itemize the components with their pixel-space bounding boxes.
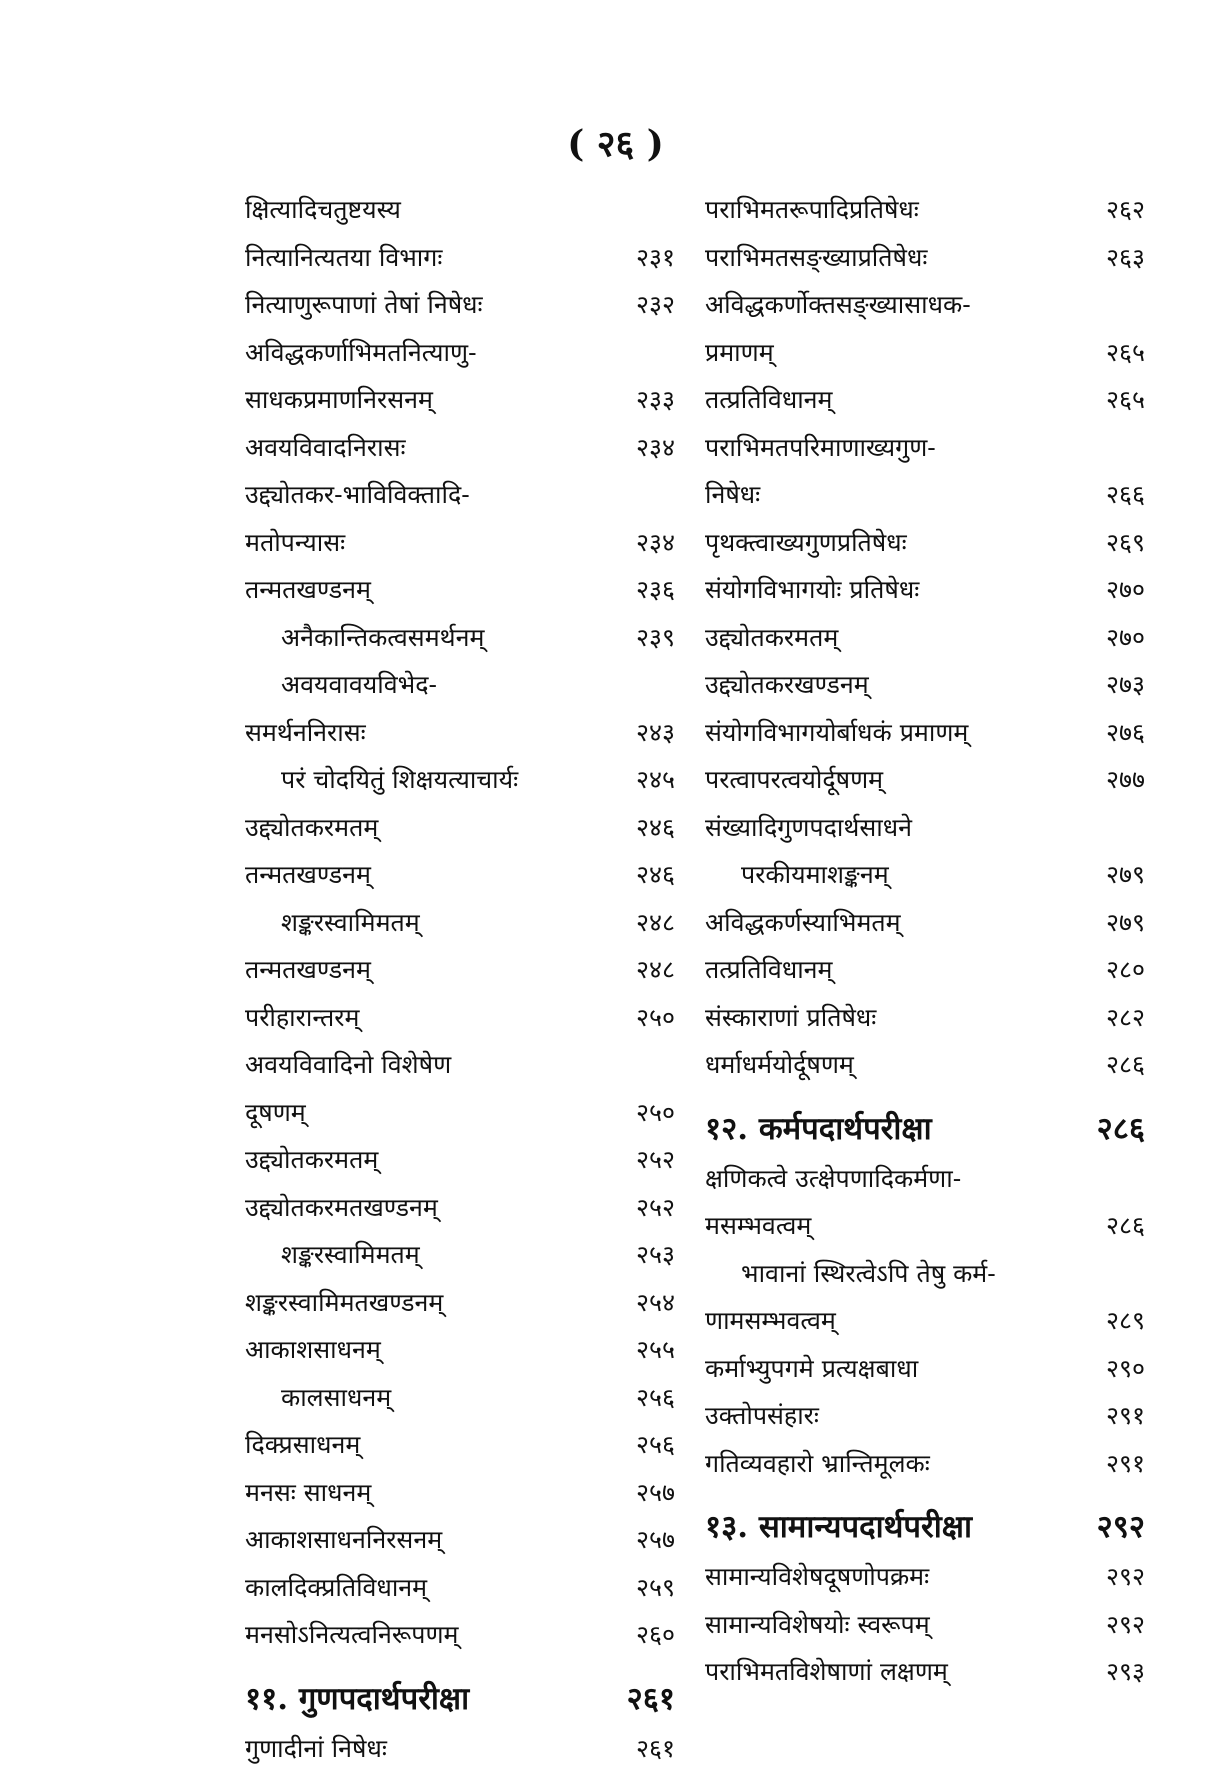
toc-entry-page: २८६ xyxy=(1085,1047,1145,1081)
toc-entry-title: उद्द्योतकर-भाविविक्तादि- xyxy=(245,477,470,511)
toc-entry-title: पराभिमतविशेषाणां लक्षणम् xyxy=(705,1654,948,1688)
toc-entry-title: कालदिक्प्रतिविधानम् xyxy=(245,1570,427,1604)
toc-entry-title: गुणादीनां निषेधः xyxy=(245,1731,387,1765)
toc-entry xyxy=(705,572,1145,620)
toc-entry-page: २४६ xyxy=(615,810,675,844)
toc-entry xyxy=(245,1475,675,1523)
toc-entry-page: २५३ xyxy=(615,1237,675,1271)
toc-entry-title: अनैकान्तिकत्वसमर्थनम् xyxy=(245,620,484,654)
toc-entry xyxy=(245,572,675,620)
toc-entry-page: २३९ xyxy=(615,620,675,654)
toc-entry-title: अविद्धकर्णाभिमतनित्याणु- xyxy=(245,335,477,369)
toc-entry-title: आकाशसाधननिरसनम् xyxy=(245,1522,442,1556)
toc-entry-page: २६६ xyxy=(1085,477,1145,511)
toc-entry xyxy=(245,192,675,240)
toc-entry-page: २८९ xyxy=(1085,1303,1145,1337)
toc-entry-page: २८६ xyxy=(1085,1107,1145,1149)
toc-entry-page: २९३ xyxy=(1085,1654,1145,1688)
toc-entry-title: परत्वापरत्वयोर्दूषणम् xyxy=(705,762,883,796)
toc-entry-page: २५२ xyxy=(615,1142,675,1176)
toc-entry xyxy=(245,1285,675,1333)
toc-entry-title: सामान्यविशेषदूषणोपक्रमः xyxy=(705,1559,929,1593)
toc-entry xyxy=(705,667,1145,715)
toc-entry xyxy=(705,905,1145,953)
toc-entry-page: २५५ xyxy=(615,1332,675,1366)
toc-entry xyxy=(245,1522,675,1570)
toc-entry xyxy=(705,1351,1145,1399)
toc-entry-page: २८६ xyxy=(1085,1208,1145,1242)
toc-entry xyxy=(245,1237,675,1285)
toc-entry xyxy=(705,620,1145,668)
toc-entry-title: धर्माधर्मयोर्दूषणम् xyxy=(705,1047,854,1081)
toc-entry-page: २४६ xyxy=(615,857,675,891)
toc-entry-page: २९२ xyxy=(1085,1607,1145,1641)
toc-entry-title: अवयविवादनिरासः xyxy=(245,430,406,464)
toc-entry-title: क्षणिकत्वे उत्क्षेपणादिकर्मणा- xyxy=(705,1161,961,1195)
toc-entry-page: २५२ xyxy=(615,1190,675,1224)
toc-entry xyxy=(705,1208,1145,1256)
toc-entry xyxy=(245,905,675,953)
toc-entry xyxy=(245,1142,675,1190)
toc-entry-title: संयोगविभागयोर्बाधकं प्रमाणम् xyxy=(705,715,968,749)
toc-entry xyxy=(705,1446,1145,1494)
toc-entry-page: २५६ xyxy=(615,1380,675,1414)
toc-entry xyxy=(245,1731,675,1778)
toc-entry-title: क्षित्यादिचतुष्टयस्य xyxy=(245,192,401,226)
toc-entry-title: १३. सामान्यपदार्थपरीक्षा xyxy=(705,1505,972,1547)
toc-entry-title: संख्यादिगुणपदार्थसाधने xyxy=(705,810,912,844)
toc-entry xyxy=(705,1256,1145,1304)
toc-entry-page: २५४ xyxy=(615,1285,675,1319)
toc-entry-title: गतिव्यवहारो भ्रान्तिमूलकः xyxy=(705,1446,930,1480)
toc-entry-title: मनसः साधनम् xyxy=(245,1475,371,1509)
toc-entry-title: तन्मतखण्डनम् xyxy=(245,572,371,606)
toc-entry-title: नित्यानित्यतया विभागः xyxy=(245,240,442,274)
toc-entry-page: २४५ xyxy=(615,762,675,796)
toc-entry xyxy=(245,810,675,858)
toc-entry-title: मतोपन्यासः xyxy=(245,525,345,559)
toc-entry-title: परीहारान्तरम् xyxy=(245,1000,359,1034)
toc-entry-title: तत्प्रतिविधानम् xyxy=(705,382,833,416)
toc-entry xyxy=(245,1000,675,1048)
toc-section-heading xyxy=(245,1665,675,1731)
toc-entry-title: पराभिमतसङ्ख्याप्रतिषेधः xyxy=(705,240,927,274)
toc-entry-page: २८० xyxy=(1085,952,1145,986)
toc-entry xyxy=(705,1654,1145,1702)
toc-entry-title: ११. गुणपदार्थपरीक्षा xyxy=(245,1677,469,1719)
toc-entry xyxy=(705,430,1145,478)
toc-entry-title: अविद्धकर्णोक्तसङ्ख्यासाधक- xyxy=(705,287,971,321)
toc-entry-page: २५७ xyxy=(615,1475,675,1509)
toc-entry-title: परकीयमाशङ्कनम् xyxy=(705,857,889,891)
toc-entry xyxy=(705,1559,1145,1607)
toc-left-column xyxy=(245,192,675,1778)
toc-entry xyxy=(705,477,1145,525)
toc-section-heading xyxy=(705,1493,1145,1559)
toc-entry-title: अवयविवादिनो विशेषेण xyxy=(245,1047,451,1081)
toc-entry xyxy=(705,382,1145,430)
toc-entry-title: णामसम्भवत्वम् xyxy=(705,1303,836,1337)
toc-entry-title: सामान्यविशेषयोः स्वरूपम् xyxy=(705,1607,930,1641)
toc-entry xyxy=(245,1380,675,1428)
toc-entry-title: पराभिमतपरिमाणाख्यगुण- xyxy=(705,430,936,464)
toc-entry-title: तन्मतखण्डनम् xyxy=(245,857,371,891)
toc-entry xyxy=(705,952,1145,1000)
toc-entry-page: २४८ xyxy=(615,905,675,939)
toc-entry xyxy=(705,335,1145,383)
toc-entry xyxy=(705,810,1145,858)
toc-entry-page: २९२ xyxy=(1085,1559,1145,1593)
toc-entry-page: २६५ xyxy=(1085,382,1145,416)
toc-entry-title: तन्मतखण्डनम् xyxy=(245,952,371,986)
toc-entry-page: २७७ xyxy=(1085,762,1145,796)
toc-entry xyxy=(245,525,675,573)
toc-entry-page: २७९ xyxy=(1085,905,1145,939)
toc-entry-page: २७० xyxy=(1085,620,1145,654)
toc-entry-title: उद्द्योतकरमतम् xyxy=(245,1142,378,1176)
toc-entry-title: पृथक्त्वाख्यगुणप्रतिषेधः xyxy=(705,525,907,559)
toc-entry-title: शङ्करस्वामिमतम् xyxy=(245,905,420,939)
toc-entry-page: २९१ xyxy=(1085,1398,1145,1432)
toc-entry xyxy=(705,1607,1145,1655)
toc-entry xyxy=(245,1047,675,1095)
toc-entry-title: शङ्करस्वामिमतम् xyxy=(245,1237,420,1271)
toc-entry xyxy=(705,857,1145,905)
toc-entry-title: साधकप्रमाणनिरसनम् xyxy=(245,382,433,416)
toc-entry xyxy=(245,762,675,810)
toc-entry xyxy=(245,335,675,383)
toc-entry-page: २५७ xyxy=(615,1522,675,1556)
toc-entry xyxy=(245,1190,675,1238)
toc-entry-title: दूषणम् xyxy=(245,1095,306,1129)
toc-entry-title: मसम्भवत्वम् xyxy=(705,1208,811,1242)
page-number: ( २६ ) xyxy=(0,118,1231,167)
toc-entry-title: प्रमाणम् xyxy=(705,335,774,369)
toc-entry-title: कालसाधनम् xyxy=(245,1380,391,1414)
toc-entry-title: शङ्करस्वामिमतखण्डनम् xyxy=(245,1285,443,1319)
toc-entry-page: २३२ xyxy=(615,287,675,321)
toc-entry xyxy=(245,240,675,288)
toc-entry-title: संयोगविभागयोः प्रतिषेधः xyxy=(705,572,919,606)
toc-entry-title: १२. कर्मपदार्थपरीक्षा xyxy=(705,1107,932,1149)
toc-entry-page: २५९ xyxy=(615,1570,675,1604)
toc-entry-page: २६२ xyxy=(1085,192,1145,226)
toc-entry-page: २५० xyxy=(615,1000,675,1034)
toc-entry-title: भावानां स्थिरत्वेऽपि तेषु कर्म- xyxy=(705,1256,996,1290)
toc-entry xyxy=(245,952,675,1000)
toc-entry xyxy=(705,192,1145,240)
toc-entry-page: २९० xyxy=(1085,1351,1145,1385)
toc-entry-title: संस्काराणां प्रतिषेधः xyxy=(705,1000,876,1034)
toc-entry-page: २३४ xyxy=(615,525,675,559)
toc-entry-page: २६९ xyxy=(1085,525,1145,559)
toc-entry-page: २३६ xyxy=(615,572,675,606)
toc-entry xyxy=(245,1332,675,1380)
toc-entry-page: २३१ xyxy=(615,240,675,274)
toc-entry-title: उक्तोपसंहारः xyxy=(705,1398,819,1432)
toc-entry-title: उद्द्योतकरमतम् xyxy=(245,810,378,844)
toc-entry xyxy=(245,477,675,525)
toc-entry-title: तत्प्रतिविधानम् xyxy=(705,952,833,986)
toc-entry xyxy=(245,382,675,430)
toc-entry-title: कर्माभ्युपगमे प्रत्यक्षबाधा xyxy=(705,1351,918,1385)
toc-entry-title: परं चोदयितुं शिक्षयत्याचार्यः xyxy=(245,762,518,796)
toc-entry xyxy=(245,1570,675,1618)
toc-entry xyxy=(245,287,675,335)
toc-entry xyxy=(245,1617,675,1665)
toc-entry-title: उद्द्योतकरमतखण्डनम् xyxy=(245,1190,438,1224)
toc-entry xyxy=(245,620,675,668)
toc-entry-page: २४३ xyxy=(615,715,675,749)
toc-entry-page: २४८ xyxy=(615,952,675,986)
toc-entry-page: २६० xyxy=(615,1617,675,1651)
toc-entry-page: २६१ xyxy=(615,1731,675,1765)
toc-entry-page: २६३ xyxy=(1085,240,1145,274)
toc-right-column xyxy=(705,192,1145,1702)
toc-entry-title: मनसोऽनित्यत्वनिरूपणम् xyxy=(245,1617,459,1651)
toc-entry xyxy=(705,525,1145,573)
toc-entry-page: २५० xyxy=(615,1095,675,1129)
toc-entry-title: आकाशसाधनम् xyxy=(245,1332,381,1366)
toc-entry xyxy=(705,762,1145,810)
toc-entry-title: अवयवावयविभेद- xyxy=(245,667,437,701)
toc-entry-page: २६५ xyxy=(1085,335,1145,369)
toc-entry-title: नित्याणुरूपाणां तेषां निषेधः xyxy=(245,287,483,321)
toc-entry-page: २८२ xyxy=(1085,1000,1145,1034)
toc-entry-page: २७३ xyxy=(1085,667,1145,701)
toc-entry-title: दिक्प्रसाधनम् xyxy=(245,1427,360,1461)
toc-entry xyxy=(245,1427,675,1475)
toc-entry-title: उद्द्योतकरमतम् xyxy=(705,620,838,654)
toc-entry xyxy=(245,1095,675,1143)
toc-entry-title: समर्थननिरासः xyxy=(245,715,366,749)
toc-entry xyxy=(245,667,675,715)
toc-entry xyxy=(245,430,675,478)
toc-entry-page: २५६ xyxy=(615,1427,675,1461)
toc-entry-title: निषेधः xyxy=(705,477,760,511)
toc-entry-page: २३३ xyxy=(615,382,675,416)
toc-entry xyxy=(705,1398,1145,1446)
toc-section-heading xyxy=(705,1095,1145,1161)
toc-entry-page: २९२ xyxy=(1085,1505,1145,1547)
toc-entry-title: पराभिमतरूपादिप्रतिषेधः xyxy=(705,192,919,226)
toc-entry-page: २७९ xyxy=(1085,857,1145,891)
toc-entry xyxy=(705,1000,1145,1048)
toc-entry-page: २६१ xyxy=(615,1677,675,1719)
toc-entry xyxy=(705,715,1145,763)
toc-entry xyxy=(705,1161,1145,1209)
toc-entry xyxy=(245,857,675,905)
toc-entry xyxy=(705,1303,1145,1351)
toc-entry xyxy=(705,287,1145,335)
toc-entry-page: २३४ xyxy=(615,430,675,464)
toc-entry xyxy=(705,1047,1145,1095)
toc-entry-title: अविद्धकर्णस्याभिमतम् xyxy=(705,905,901,939)
toc-entry xyxy=(245,715,675,763)
toc-entry xyxy=(705,240,1145,288)
toc-entry-page: २७० xyxy=(1085,572,1145,606)
toc-entry-title: उद्द्योतकरखण्डनम् xyxy=(705,667,869,701)
toc-entry-page: २९१ xyxy=(1085,1446,1145,1480)
toc-entry-page: २७६ xyxy=(1085,715,1145,749)
